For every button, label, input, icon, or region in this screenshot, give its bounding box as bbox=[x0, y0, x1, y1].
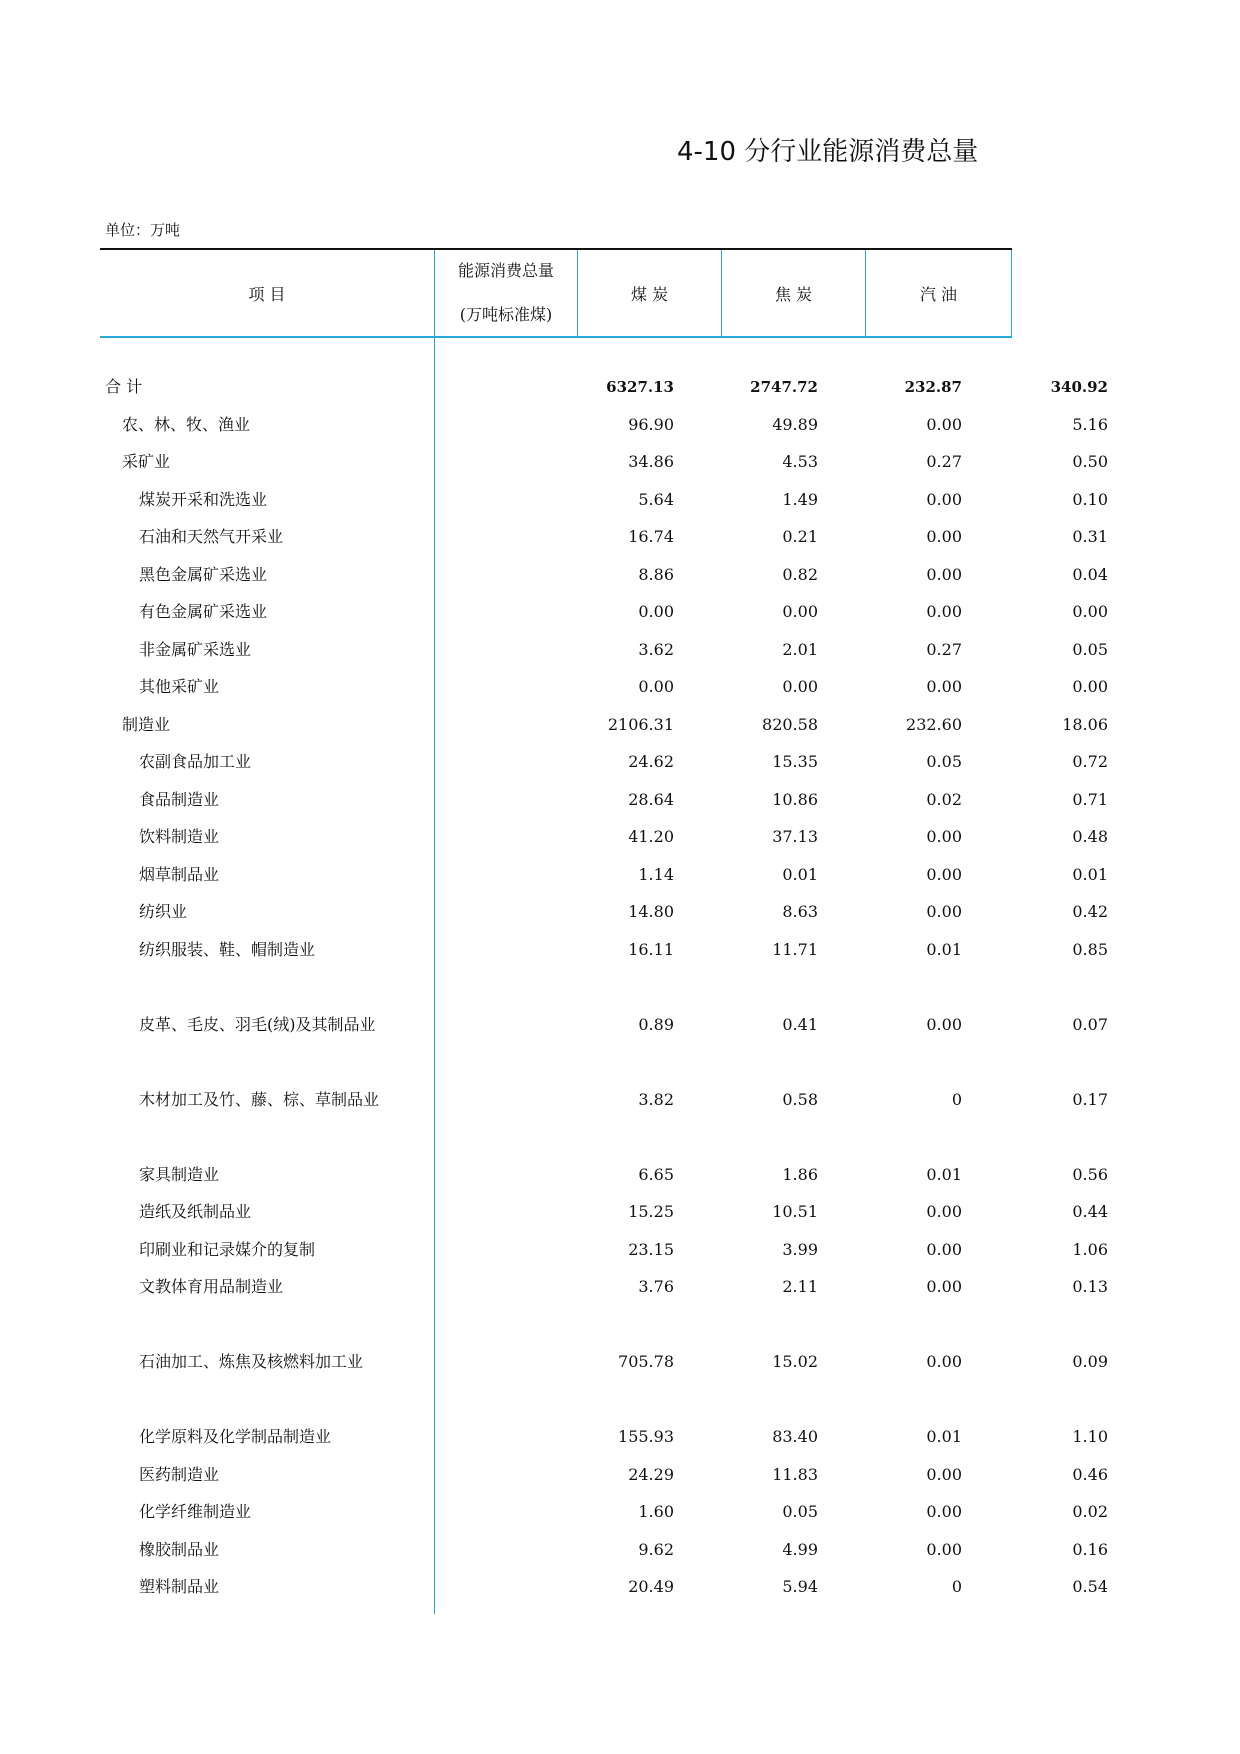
header-gasoline bbox=[866, 250, 1011, 336]
gasoline-value: 0.10 bbox=[1072, 490, 1108, 509]
total-energy-value: 2106.31 bbox=[607, 715, 674, 734]
total-energy-value: 705.78 bbox=[618, 1352, 674, 1371]
total-energy-value: 9.62 bbox=[638, 1540, 674, 1559]
table-row bbox=[100, 525, 1108, 549]
coke-value: 0.02 bbox=[926, 790, 962, 809]
gasoline-value: 340.92 bbox=[1050, 378, 1108, 396]
coke-value: 0.00 bbox=[926, 1540, 962, 1559]
page-title: 4-10 分行业能源消费总量 bbox=[677, 137, 979, 167]
row-label: 化学纤维制造业 bbox=[139, 1502, 252, 1521]
header-coke bbox=[722, 250, 865, 336]
gasoline-value: 0.72 bbox=[1072, 752, 1108, 771]
coke-value: 0.05 bbox=[926, 752, 962, 771]
coke-value: 232.87 bbox=[904, 378, 962, 396]
coal-value: 83.40 bbox=[772, 1427, 818, 1446]
coal-value: 10.51 bbox=[772, 1202, 818, 1221]
total-energy-value: 1.60 bbox=[638, 1502, 674, 1521]
coke-value: 0.00 bbox=[926, 827, 962, 846]
coke-value: 0.00 bbox=[926, 677, 962, 696]
gasoline-value: 1.06 bbox=[1072, 1240, 1108, 1259]
coal-value: 2747.72 bbox=[750, 378, 818, 396]
row-label: 皮革、毛皮、羽毛(绒)及其制品业 bbox=[139, 1015, 376, 1034]
gasoline-value: 0.00 bbox=[1072, 677, 1108, 696]
table-row bbox=[100, 825, 1108, 849]
gasoline-value: 0.71 bbox=[1072, 790, 1108, 809]
coke-value: 0.27 bbox=[926, 640, 962, 659]
table-row bbox=[100, 1425, 1108, 1449]
coal-value: 0.41 bbox=[782, 1015, 818, 1034]
row-label: 合 计 bbox=[105, 377, 143, 396]
gasoline-value: 5.16 bbox=[1072, 415, 1108, 434]
coke-value: 0.00 bbox=[926, 1015, 962, 1034]
coke-value: 0.00 bbox=[926, 527, 962, 546]
gasoline-value: 0.85 bbox=[1072, 940, 1108, 959]
total-energy-value: 24.29 bbox=[628, 1465, 674, 1484]
coal-value: 11.83 bbox=[772, 1465, 818, 1484]
total-energy-value: 15.25 bbox=[628, 1202, 674, 1221]
coal-value: 820.58 bbox=[762, 715, 818, 734]
gasoline-value: 0.05 bbox=[1072, 640, 1108, 659]
row-label: 其他采矿业 bbox=[139, 677, 220, 696]
coal-value: 15.35 bbox=[772, 752, 818, 771]
coke-value: 0.00 bbox=[926, 1352, 962, 1371]
header-coal-label: 煤 炭 bbox=[630, 284, 669, 304]
gasoline-value: 18.06 bbox=[1062, 715, 1108, 734]
coal-value: 0.21 bbox=[782, 527, 818, 546]
total-energy-value: 3.82 bbox=[638, 1090, 674, 1109]
coke-value: 0.00 bbox=[926, 602, 962, 621]
gasoline-value: 0.31 bbox=[1072, 527, 1108, 546]
gasoline-value: 0.09 bbox=[1072, 1352, 1108, 1371]
row-label: 文教体育用品制造业 bbox=[139, 1277, 284, 1296]
gasoline-value: 0.16 bbox=[1072, 1540, 1108, 1559]
coal-value: 0.05 bbox=[782, 1502, 818, 1521]
coal-value: 1.86 bbox=[782, 1165, 818, 1184]
total-energy-value: 0.89 bbox=[638, 1015, 674, 1034]
total-energy-value: 24.62 bbox=[628, 752, 674, 771]
total-energy-value: 0.00 bbox=[638, 602, 674, 621]
total-energy-value: 96.90 bbox=[628, 415, 674, 434]
header-item bbox=[100, 250, 434, 336]
header-gasoline-label: 汽 油 bbox=[919, 284, 958, 304]
gasoline-value: 0.02 bbox=[1072, 1502, 1108, 1521]
gasoline-value: 0.01 bbox=[1072, 865, 1108, 884]
coke-value: 0 bbox=[951, 1577, 962, 1596]
row-label: 化学原料及化学制品制造业 bbox=[139, 1427, 332, 1446]
total-energy-value: 16.11 bbox=[628, 940, 674, 959]
table-row bbox=[100, 488, 1108, 512]
coke-value: 0.01 bbox=[926, 940, 962, 959]
row-label: 纺织业 bbox=[139, 902, 188, 921]
total-energy-value: 6.65 bbox=[638, 1165, 674, 1184]
table-row bbox=[100, 450, 1108, 474]
row-label: 煤炭开采和洗选业 bbox=[139, 490, 268, 509]
coke-value: 0.00 bbox=[926, 415, 962, 434]
row-label: 医药制造业 bbox=[139, 1465, 220, 1484]
unit-label: 单位：万吨 bbox=[105, 221, 181, 239]
coke-value: 0.01 bbox=[926, 1427, 962, 1446]
column-divider bbox=[1011, 250, 1012, 336]
gasoline-value: 0.07 bbox=[1072, 1015, 1108, 1034]
gasoline-value: 0.42 bbox=[1072, 902, 1108, 921]
total-energy-value: 16.74 bbox=[628, 527, 674, 546]
coal-value: 49.89 bbox=[772, 415, 818, 434]
total-energy-value: 8.86 bbox=[638, 565, 674, 584]
coal-value: 0.00 bbox=[782, 677, 818, 696]
total-energy-value: 6327.13 bbox=[606, 378, 674, 396]
total-energy-value: 41.20 bbox=[628, 827, 674, 846]
header-total-energy bbox=[435, 250, 577, 336]
coal-value: 0.01 bbox=[782, 865, 818, 884]
table-row bbox=[100, 788, 1108, 812]
table-row bbox=[100, 1538, 1108, 1562]
coal-value: 0.82 bbox=[782, 565, 818, 584]
header-total-energy-unit: (万吨标准煤) bbox=[459, 305, 553, 324]
coke-value: 0.00 bbox=[926, 1502, 962, 1521]
table-row bbox=[100, 675, 1108, 699]
coke-value: 0.00 bbox=[926, 1202, 962, 1221]
table-row bbox=[100, 600, 1108, 624]
gasoline-value: 0.13 bbox=[1072, 1277, 1108, 1296]
row-label: 纺织服装、鞋、帽制造业 bbox=[139, 940, 316, 959]
coke-value: 0.00 bbox=[926, 1240, 962, 1259]
table-row bbox=[100, 413, 1108, 437]
table-row bbox=[100, 750, 1108, 774]
total-energy-value: 14.80 bbox=[628, 902, 674, 921]
coal-value: 2.11 bbox=[782, 1277, 818, 1296]
total-energy-value: 5.64 bbox=[638, 490, 674, 509]
coke-value: 0.00 bbox=[926, 902, 962, 921]
row-label: 石油和天然气开采业 bbox=[139, 527, 284, 546]
row-label: 黑色金属矿采选业 bbox=[139, 565, 268, 584]
table-row bbox=[100, 900, 1108, 924]
coke-value: 0.01 bbox=[926, 1165, 962, 1184]
gasoline-value: 0.54 bbox=[1072, 1577, 1108, 1596]
table-row bbox=[100, 1238, 1108, 1262]
coal-value: 4.99 bbox=[782, 1540, 818, 1559]
gasoline-value: 0.44 bbox=[1072, 1202, 1108, 1221]
coal-value: 10.86 bbox=[772, 790, 818, 809]
header-item-label: 项 目 bbox=[248, 284, 286, 304]
coal-value: 37.13 bbox=[772, 827, 818, 846]
table-row bbox=[100, 1163, 1108, 1187]
table-row bbox=[100, 1275, 1108, 1299]
gasoline-value: 0.50 bbox=[1072, 452, 1108, 471]
coal-value: 11.71 bbox=[772, 940, 818, 959]
row-label: 饮料制造业 bbox=[139, 827, 220, 846]
total-energy-value: 1.14 bbox=[638, 865, 674, 884]
row-label: 农副食品加工业 bbox=[139, 752, 252, 771]
coal-value: 0.00 bbox=[782, 602, 818, 621]
row-label: 木材加工及竹、藤、棕、草制品业 bbox=[139, 1090, 380, 1109]
table-row bbox=[100, 1200, 1108, 1224]
coal-value: 8.63 bbox=[782, 902, 818, 921]
total-energy-value: 3.76 bbox=[638, 1277, 674, 1296]
coal-value: 4.53 bbox=[782, 452, 818, 471]
table-row bbox=[100, 863, 1108, 887]
gasoline-value: 0.48 bbox=[1072, 827, 1108, 846]
table-row bbox=[100, 1500, 1108, 1524]
total-energy-value: 155.93 bbox=[618, 1427, 674, 1446]
coal-value: 15.02 bbox=[772, 1352, 818, 1371]
table-row bbox=[100, 1575, 1108, 1599]
table-row bbox=[100, 1088, 1108, 1112]
gasoline-value: 0.04 bbox=[1072, 565, 1108, 584]
total-energy-value: 3.62 bbox=[638, 640, 674, 659]
gasoline-value: 0.00 bbox=[1072, 602, 1108, 621]
table-row bbox=[100, 938, 1108, 962]
table-row bbox=[100, 375, 1108, 399]
table-row bbox=[100, 563, 1108, 587]
coke-value: 0.27 bbox=[926, 452, 962, 471]
row-label: 塑料制品业 bbox=[139, 1577, 220, 1596]
coke-value: 0.00 bbox=[926, 490, 962, 509]
coal-value: 5.94 bbox=[782, 1577, 818, 1596]
coke-value: 0 bbox=[951, 1090, 962, 1109]
table-row bbox=[100, 1463, 1108, 1487]
total-energy-value: 34.86 bbox=[628, 452, 674, 471]
row-label: 橡胶制品业 bbox=[139, 1540, 220, 1559]
table-row bbox=[100, 638, 1108, 662]
coke-value: 0.00 bbox=[926, 865, 962, 884]
coal-value: 0.58 bbox=[782, 1090, 818, 1109]
total-energy-value: 23.15 bbox=[628, 1240, 674, 1259]
table-row bbox=[100, 1350, 1108, 1374]
row-label: 非金属矿采选业 bbox=[139, 640, 252, 659]
coal-value: 2.01 bbox=[782, 640, 818, 659]
table-row bbox=[100, 1013, 1108, 1037]
row-label: 食品制造业 bbox=[139, 790, 220, 809]
total-energy-value: 28.64 bbox=[628, 790, 674, 809]
row-label: 采矿业 bbox=[122, 452, 171, 471]
row-label: 烟草制品业 bbox=[139, 865, 220, 884]
header-bottom-rule bbox=[100, 336, 1012, 338]
gasoline-value: 1.10 bbox=[1072, 1427, 1108, 1446]
row-label: 有色金属矿采选业 bbox=[139, 602, 268, 621]
table-row bbox=[100, 713, 1108, 737]
row-label: 印刷业和记录媒介的复制 bbox=[139, 1240, 316, 1259]
row-label: 家具制造业 bbox=[139, 1165, 220, 1184]
row-label: 农、林、牧、渔业 bbox=[122, 415, 251, 434]
header-coal bbox=[578, 250, 721, 336]
coke-value: 0.00 bbox=[926, 1465, 962, 1484]
coke-value: 232.60 bbox=[906, 715, 962, 734]
coke-value: 0.00 bbox=[926, 1277, 962, 1296]
header-coke-label: 焦 炭 bbox=[774, 284, 813, 304]
gasoline-value: 0.17 bbox=[1072, 1090, 1108, 1109]
total-energy-value: 20.49 bbox=[628, 1577, 674, 1596]
row-label: 制造业 bbox=[122, 715, 171, 734]
row-label: 石油加工、炼焦及核燃料加工业 bbox=[139, 1352, 364, 1371]
header-total-energy-label: 能源消费总量 bbox=[457, 261, 554, 280]
coal-value: 3.99 bbox=[782, 1240, 818, 1259]
gasoline-value: 0.46 bbox=[1072, 1465, 1108, 1484]
coke-value: 0.00 bbox=[926, 565, 962, 584]
row-label: 造纸及纸制品业 bbox=[139, 1202, 252, 1221]
coal-value: 1.49 bbox=[782, 490, 818, 509]
total-energy-value: 0.00 bbox=[638, 677, 674, 696]
gasoline-value: 0.56 bbox=[1072, 1165, 1108, 1184]
